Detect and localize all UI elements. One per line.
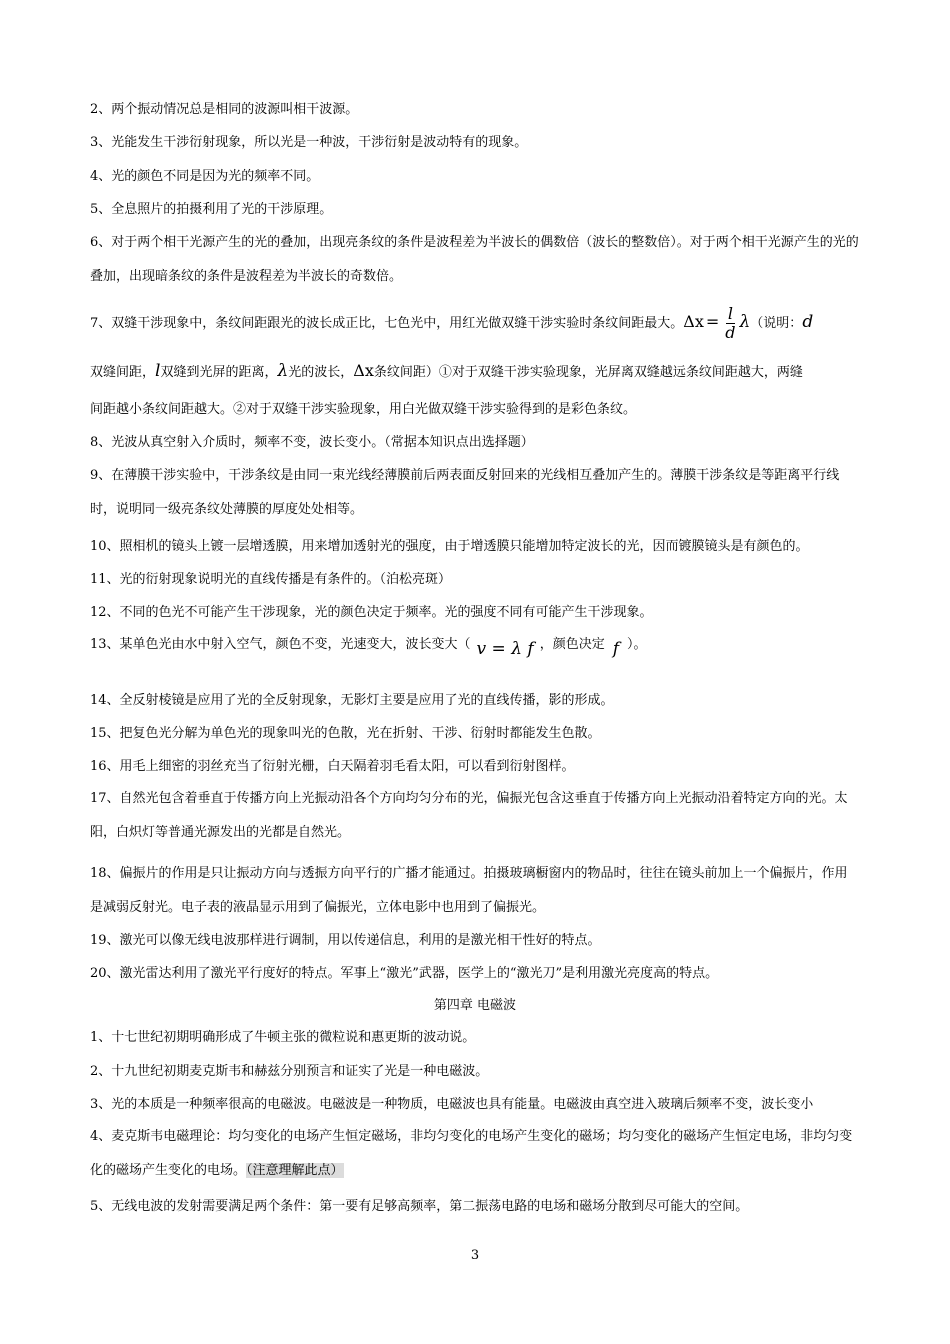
equals-sign: = xyxy=(705,312,720,331)
item-7-text: 7、双缝干涉现象中，条纹间距跟光的波长成正比，七色光中，用红光做双缝干涉实验时条纹间距最大。 xyxy=(90,316,684,331)
item-20: 20、激光雷达利用了激光平行度好的特点。军事上“激光”武器，医学上的“激光刀”是利用激光亮度高的特点。 xyxy=(90,966,719,981)
item-9: 9、在薄膜干涉实验中，干涉条纹是由同一束光线经薄膜前后两表面反射回来的光线相互叠加产生的。薄膜干涉条纹是等距离平行线时，说明同一级亮条纹处薄膜的厚度处处相等。 xyxy=(90,468,840,517)
item-15: 15、把复色光分解为单色光的现象叫光的色散，光在折射、干涉、衍射时都能发生色散。 xyxy=(90,726,601,741)
item-7-line-2 xyxy=(90,361,860,382)
item-13-text-3: ）。 xyxy=(627,637,647,652)
item-4: 4、光的颜色不同是因为光的频率不同。 xyxy=(90,169,320,184)
item-14: 14、全反射棱镜是应用了光的全反射现象，无影灯主要是应用了光的直线传播，影的形成。 xyxy=(90,693,614,708)
item-7-d-desc: 双缝间距， xyxy=(90,365,156,380)
chapter-heading: 第四章 电磁波 xyxy=(433,998,517,1013)
d-symbol: d xyxy=(802,312,814,332)
item-13-text: 13、某单色光由水中射入空气，颜色不变，光速变大，波长变大（ xyxy=(90,637,471,652)
chapter-item-4 xyxy=(90,1120,860,1188)
item-8: 8、光波从真空射入介质时，频率不变，波长变小。（常据本知识点出选择题） xyxy=(90,435,534,450)
item-12: 12、不同的色光不可能产生干涉现象，光的颜色决定于频率。光的强度不同有可能产生干涉现象。 xyxy=(90,605,653,620)
item-18: 18、偏振片的作用是只让振动方向与透振方向平行的广播才能通过。拍摄玻璃橱窗内的物品时，往往在镜头前加上一个偏振片，作用是减弱反射光。电子表的液晶显示用到了偏振光，立体电影中也用到了偏振光。 xyxy=(90,866,848,915)
item-7-lambda-desc: 光的波长， xyxy=(288,365,354,380)
item-7-line-3: 间距越小条纹间距越大。②对于双缝干涉实验现象，用白光做双缝干涉实验得到的是彩色条纹。 xyxy=(90,402,637,417)
item-11: 11、光的衍射现象说明光的直线传播是有条件的。（泊松亮斑） xyxy=(90,572,452,587)
chapter-item-4-text: 4、麦克斯韦电磁理论：均匀变化的电场产生恒定磁场，非均匀变化的电场产生变化的磁场；均匀变化的磁场产生恒定电场，非均匀变化的磁场产生变化的电场。 xyxy=(90,1129,853,1178)
item-7-l-desc: 双缝到光屏的距离， xyxy=(160,365,278,380)
chapter-item-2: 2、十九世纪初期麦克斯韦和赫兹分别预言和证实了光是一种电磁波。 xyxy=(90,1064,489,1079)
item-13 xyxy=(90,634,860,674)
f-symbol: f xyxy=(612,639,619,659)
chapter-item-3: 3、光的本质是一种频率很高的电磁波。电磁波是一种物质，电磁波也具有能量。电磁波由真空进入玻璃后频率不变，波长变小 xyxy=(90,1097,814,1112)
item-7-line-1 xyxy=(90,305,860,345)
lambda-symbol-2: λ xyxy=(277,361,289,381)
l-over-d-fraction xyxy=(723,305,737,342)
fraction-denominator-d: d xyxy=(725,323,736,342)
item-7-dx-desc: 条纹间距）①对于双缝干涉实验现象，光屏离双缝越远条纹间距越大，两缝 xyxy=(373,365,803,380)
item-13-text-2: ，颜色决定 xyxy=(539,637,605,652)
wave-speed-formula: v = λ f xyxy=(476,639,534,659)
item-2: 2、两个振动情况总是相同的波源叫相干波源。 xyxy=(90,102,359,117)
chapter-item-5: 5、无线电波的发射需要满足两个条件：第一要有足够高频率，第二振荡电路的电场和磁场分散到尽可能大的空间。 xyxy=(90,1199,749,1214)
item-6: 6、对于两个相干光源产生的光的叠加，出现亮条纹的条件是波程差为半波长的偶数倍（波长的整数倍）。对于两个相干光源产生的光的叠加，出现暗条纹的条件是波程差为半波长的奇数倍。 xyxy=(90,235,859,284)
highlighted-note: （注意理解此点） xyxy=(246,1163,344,1178)
item-10: 10、照相机的镜头上镀一层增透膜，用来增加透射光的强度，由于增透膜只能增加特定波长的光，因而镀膜镜头是有颜色的。 xyxy=(90,539,809,554)
item-16: 16、用毛上细密的羽丝充当了衍射光栅，白天隔着羽毛看太阳，可以看到衍射图样。 xyxy=(90,759,575,774)
delta-x-symbol-2: Δx xyxy=(353,361,374,380)
delta-x-symbol: Δx xyxy=(683,312,704,331)
chapter-item-1: 1、十七世纪初期明确形成了牛顿主张的微粒说和惠更斯的波动说。 xyxy=(90,1030,476,1045)
lambda-symbol: λ xyxy=(739,312,751,332)
item-3: 3、光能发生干涉衍射现象，所以光是一种波，干涉衍射是波动特有的现象。 xyxy=(90,135,528,150)
item-19: 19、激光可以像无线电波那样进行调制，用以传递信息，利用的是激光相干性好的特点。 xyxy=(90,933,601,948)
fraction-numerator-l: l xyxy=(727,304,733,323)
item-5: 5、全息照片的拍摄利用了光的干涉原理。 xyxy=(90,202,333,217)
item-7-note-open: （说明： xyxy=(750,316,803,331)
l-symbol: l xyxy=(155,361,161,381)
item-17: 17、自然光包含着垂直于传播方向上光振动沿各个方向均匀分布的光，偏振光包含这垂直于传播方向上光振动沿着特定方向的光。太阳，白炽灯等普通光源发出的光都是自然光。 xyxy=(90,791,848,840)
page-number: 3 xyxy=(470,1248,480,1263)
